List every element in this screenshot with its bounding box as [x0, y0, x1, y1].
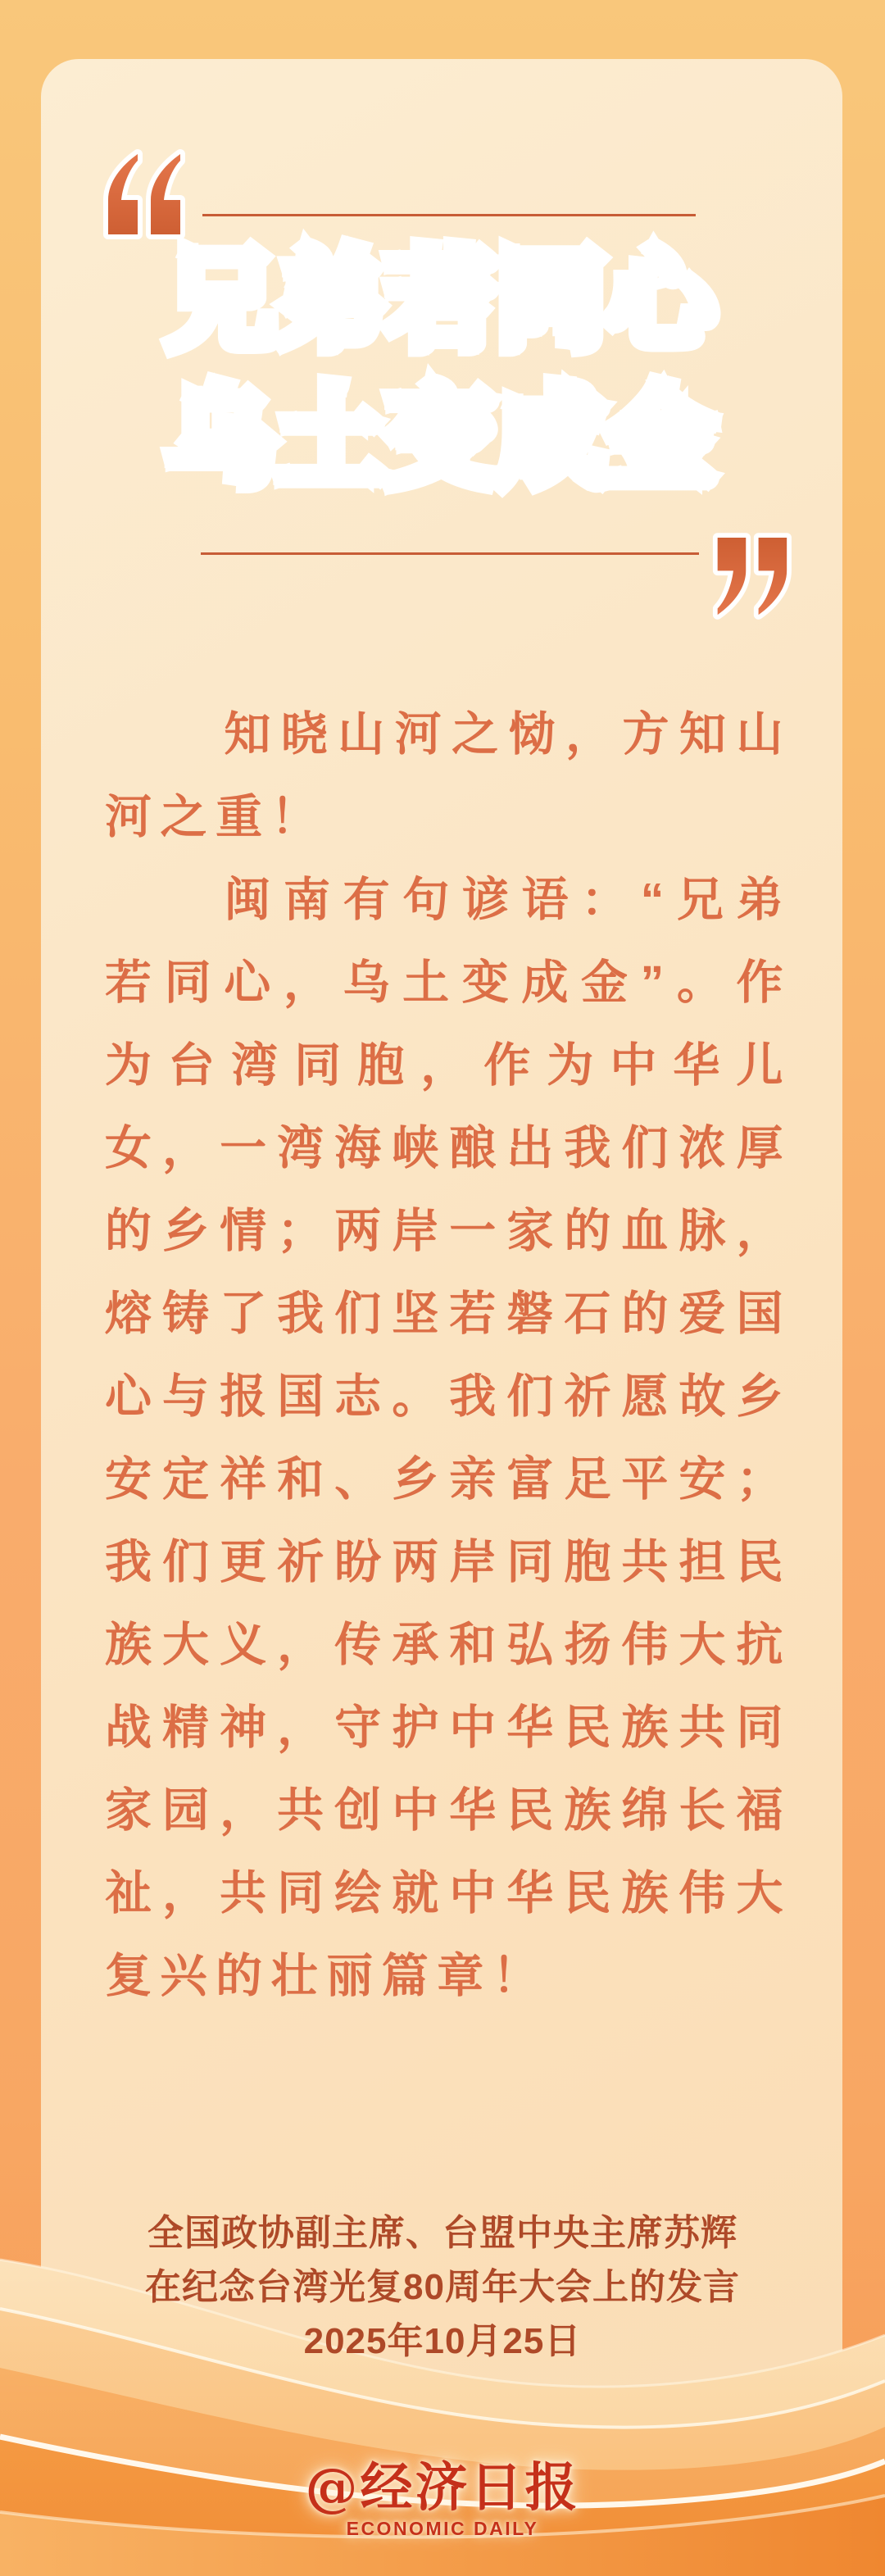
attribution-line-1: 全国政协副主席、台盟中央主席苏辉: [148, 2213, 738, 2253]
body-text: [105, 693, 792, 2018]
logo-cjk-text: @经济日报: [305, 2457, 580, 2519]
divider-bottom: [201, 552, 699, 555]
paragraph-2: 闽南有句谚语：“兄弟若同心，乌土变成金”。作为台湾同胞，作为中华儿女，一湾海峡酿出我们浓厚的乡情；两岸一家的血脉，熔铸了我们坚若磐石的爱国心与报国志。我们祈愿故乡安定祥和、乡亲富足平安；我们更祈盼两岸同胞共担民族大义，传承和弘扬伟大抗战精神，守护中华民族共同家园，共创中华民族绵长福祉，共同绘就中华民族伟大复兴的壮丽篇章！: [105, 874, 792, 2002]
attribution-line-3: 2025年10月25日: [303, 2321, 582, 2361]
quote-title: [0, 232, 885, 506]
close-quote-icon: [711, 534, 790, 620]
attribution-line-2: 在纪念台湾光复80周年大会上的发言: [145, 2267, 740, 2307]
attribution-block: [0, 2206, 885, 2369]
divider-top: [202, 214, 696, 216]
logo-en-text: ECONOMIC DAILY: [346, 2518, 539, 2539]
title-line-1: 兄弟若同心 兄弟若同心: [0, 232, 885, 369]
title-line-2: 乌土变成金 乌土变成金: [0, 369, 885, 506]
economic-daily-logo: [0, 2459, 885, 2539]
paragraph-1: 知晓山河之恸，方知山河之重！: [105, 708, 792, 843]
open-quote-icon: [102, 151, 184, 239]
